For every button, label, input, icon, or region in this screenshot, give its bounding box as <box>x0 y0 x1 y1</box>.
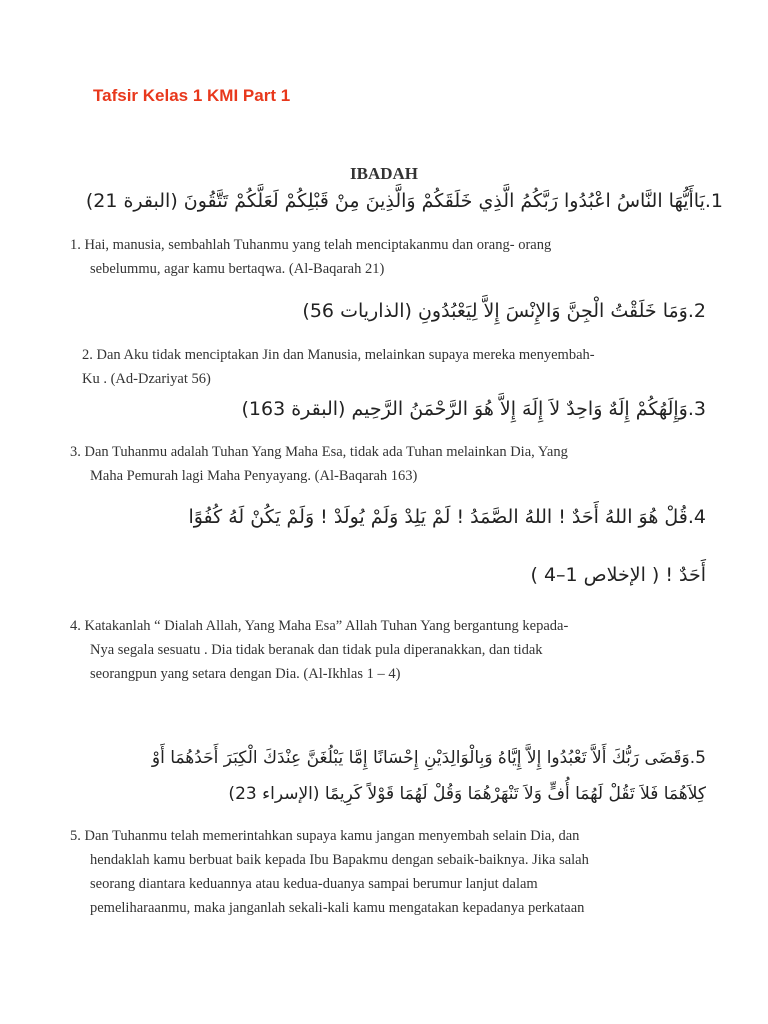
translation-line: hendaklah kamu berbuat baik kepada Ibu Bapakmu dengan sebaik-baiknya. Jika salah <box>90 852 589 868</box>
document-title: Tafsir Kelas 1 KMI Part 1 <box>93 86 291 105</box>
arabic-verse-4-line-1: 4.قُلْ هُوَ اللهُ أَحَدٌ ! اللهُ الصَّمَدُ ! لَمْ يَلِدْ وَلَمْ يُولَدْ ! وَلَمْ يَكُنْ لَهُ كُفُوًا <box>188 506 706 528</box>
arabic-verse-5-line-2: كِلاَهُمَا فَلاَ تَقُلْ لَهُمَا أُفٍّ وَلاَ تَنْهَرْهُمَا وَقُلْ لَهُمَا قَوْلاً كَرِيمًا (الإسراء 23) <box>228 784 706 804</box>
translation-line: 5. Dan Tuhanmu telah memerintahkan supaya kamu jangan menyembah selain Dia, dan <box>70 828 580 844</box>
translation-line: Nya segala sesuatu . Dia tidak beranak dan tidak pula diperanakkan, dan tidak <box>90 642 543 658</box>
translation-3 <box>70 440 676 488</box>
arabic-verse-1: 1.يَاأَيُّهَا النَّاسُ اعْبُدُوا رَبَّكُمُ الَّذِي خَلَقَكُمْ وَالَّذِينَ مِنْ قَبْلِكُمْ لَعَلَّكُمْ تَتَّقُونَ (البقرة 21) <box>85 190 723 212</box>
translation-line: 3. Dan Tuhanmu adalah Tuhan Yang Maha Esa, tidak ada Tuhan melainkan Dia, Yang <box>70 444 568 460</box>
arabic-verse-5-line-1: 5.وَقَضَى رَبُّكَ أَلاَّ تَعْبُدُوا إِلاَّ إِيَّاهُ وَبِالْوَالِدَيْنِ إِحْسَانًا إِمَّا يَبْلُغَنَّ عِنْدَكَ الْكِبَرَ أَحَدُهُمَا أَوْ <box>151 748 706 768</box>
section-title: IBADAH <box>349 164 418 183</box>
translation-4 <box>70 614 676 686</box>
translation-line: 1. Hai, manusia, sembahlah Tuhanmu yang telah menciptakanmu dan orang- orang <box>70 237 552 253</box>
translation-line: seorang diantara keduannya atau kedua-duanya sampai berumur lanjut dalam <box>90 876 538 892</box>
translation-2 <box>82 343 682 391</box>
translation-line: sebelummu, agar kamu bertaqwa. (Al-Baqarah 21) <box>90 261 385 277</box>
translation-5 <box>70 824 676 920</box>
translation-line: 2. Dan Aku tidak menciptakan Jin dan Manusia, melainkan supaya mereka menyembah- <box>82 347 595 363</box>
translation-line: seorangpun yang setara dengan Dia. (Al-Ikhlas 1 – 4) <box>90 666 401 682</box>
arabic-verse-3: 3.وَإِلَهُكُمْ إِلَهٌ وَاحِدٌ لاَ إِلَهَ إِلاَّ هُوَ الرَّحْمَنُ الرَّحِيم (البقرة 163) <box>241 398 706 420</box>
translation-line: 4. Katakanlah “ Dialah Allah, Yang Maha Esa” Allah Tuhan Yang bergantung kepada- <box>70 618 569 634</box>
translation-1 <box>70 233 676 281</box>
translation-line: Maha Pemurah lagi Maha Penyayang. (Al-Baqarah 163) <box>90 468 418 484</box>
arabic-verse-2: 2.وَمَا خَلَقْتُ الْجِنَّ وَالإِنْسَ إِلاَّ لِيَعْبُدُونِ (الذاريات 56) <box>302 300 706 322</box>
arabic-verse-4-line-2: أَحَدٌ ! ( الإخلاص 1–4 ) <box>530 564 706 586</box>
translation-line: pemeliharaanmu, maka janganlah sekali-kali kamu mengatakan kepadanya perkataan <box>90 900 585 916</box>
translation-line: Ku . (Ad-Dzariyat 56) <box>82 371 211 387</box>
